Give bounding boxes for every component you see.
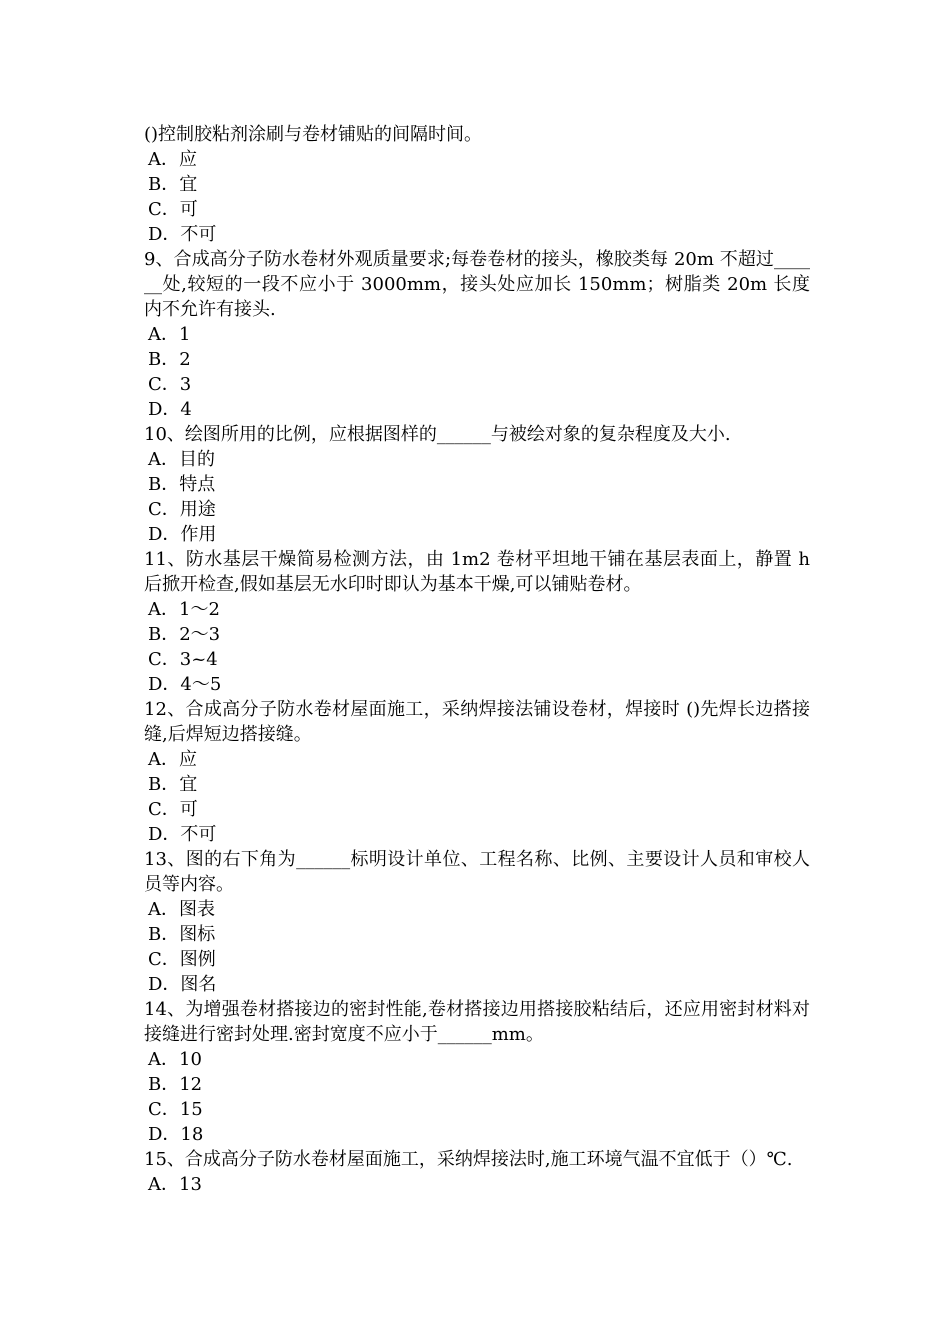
option-a: A．13 <box>148 1174 202 1195</box>
option-a: A．10 <box>148 1049 202 1070</box>
option-a: A．应 <box>148 749 197 770</box>
option-c: C．15 <box>148 1099 203 1120</box>
option-c: C．可 <box>148 799 198 820</box>
option-b: B．12 <box>148 1074 203 1095</box>
document-page <box>144 122 810 1197</box>
option-a: A．图表 <box>148 899 215 920</box>
option-d: D．作用 <box>148 524 217 545</box>
question-stem: ()控制胶粘剂涂刷与卷材铺贴的间隔时间。 <box>144 124 483 145</box>
option-a: A．应 <box>148 149 197 170</box>
option-b: B．2 <box>148 349 191 370</box>
question-stem: 14、为增强卷材搭接边的密封性能,卷材搭接边用搭接胶粘结后，还应用密封材料对接缝进行密封处理.密封宽度不应小于______mm。 <box>144 999 810 1045</box>
option-c: C．3~4 <box>148 649 218 670</box>
question-stem: 9、合成高分子防水卷材外观质量要求;每卷卷材的接头，橡胶类每 20m 不超过______处,较短的一段不应小于 3000mm，接头处应加长 150mm；树脂类 20m 长度内不允许有接头. <box>144 249 810 320</box>
option-d: D．4～5 <box>148 674 222 695</box>
option-c: C．可 <box>148 199 198 220</box>
question-stem: 15、合成高分子防水卷材屋面施工，采纳焊接法时,施工环境气温不宜低于（）℃. <box>144 1149 793 1170</box>
option-d: D．不可 <box>148 824 217 845</box>
question-stem: 10、绘图所用的比例，应根据图样的______与被绘对象的复杂程度及大小. <box>144 424 731 445</box>
option-b: B．图标 <box>148 924 216 945</box>
question-stem: 12、合成高分子防水卷材屋面施工，采纳焊接法铺设卷材，焊接时 ()先焊长边搭接缝,后焊短边搭接缝。 <box>144 699 810 745</box>
option-a: A．1 <box>148 324 191 345</box>
option-d: D．4 <box>148 399 192 420</box>
option-d: D．图名 <box>148 974 217 995</box>
question-10 <box>144 422 810 547</box>
question-13 <box>144 847 810 997</box>
option-c: C．图例 <box>148 949 216 970</box>
option-b: B．宜 <box>148 174 198 195</box>
question-12 <box>144 697 810 847</box>
question-8-tail <box>144 122 810 247</box>
question-11 <box>144 547 810 697</box>
option-d: D．不可 <box>148 224 217 245</box>
option-a: A．目的 <box>148 449 215 470</box>
option-b: B．2～3 <box>148 624 221 645</box>
question-9 <box>144 247 810 422</box>
option-c: C．3 <box>148 374 192 395</box>
option-d: D．18 <box>148 1124 204 1145</box>
question-14 <box>144 997 810 1147</box>
option-a: A．1～2 <box>148 599 220 620</box>
option-c: C．用途 <box>148 499 216 520</box>
question-stem: 13、图的右下角为______标明设计单位、工程名称、比例、主要设计人员和审校人员等内容。 <box>144 849 810 895</box>
question-stem: 11、防水基层干燥简易检测方法，由 1m2 卷材平坦地干铺在基层表面上，静置 h 后掀开检查,假如基层无水印时即认为基本干燥,可以铺贴卷材。 <box>144 549 810 595</box>
question-15 <box>144 1147 810 1197</box>
option-b: B．宜 <box>148 774 198 795</box>
option-b: B．特点 <box>148 474 216 495</box>
